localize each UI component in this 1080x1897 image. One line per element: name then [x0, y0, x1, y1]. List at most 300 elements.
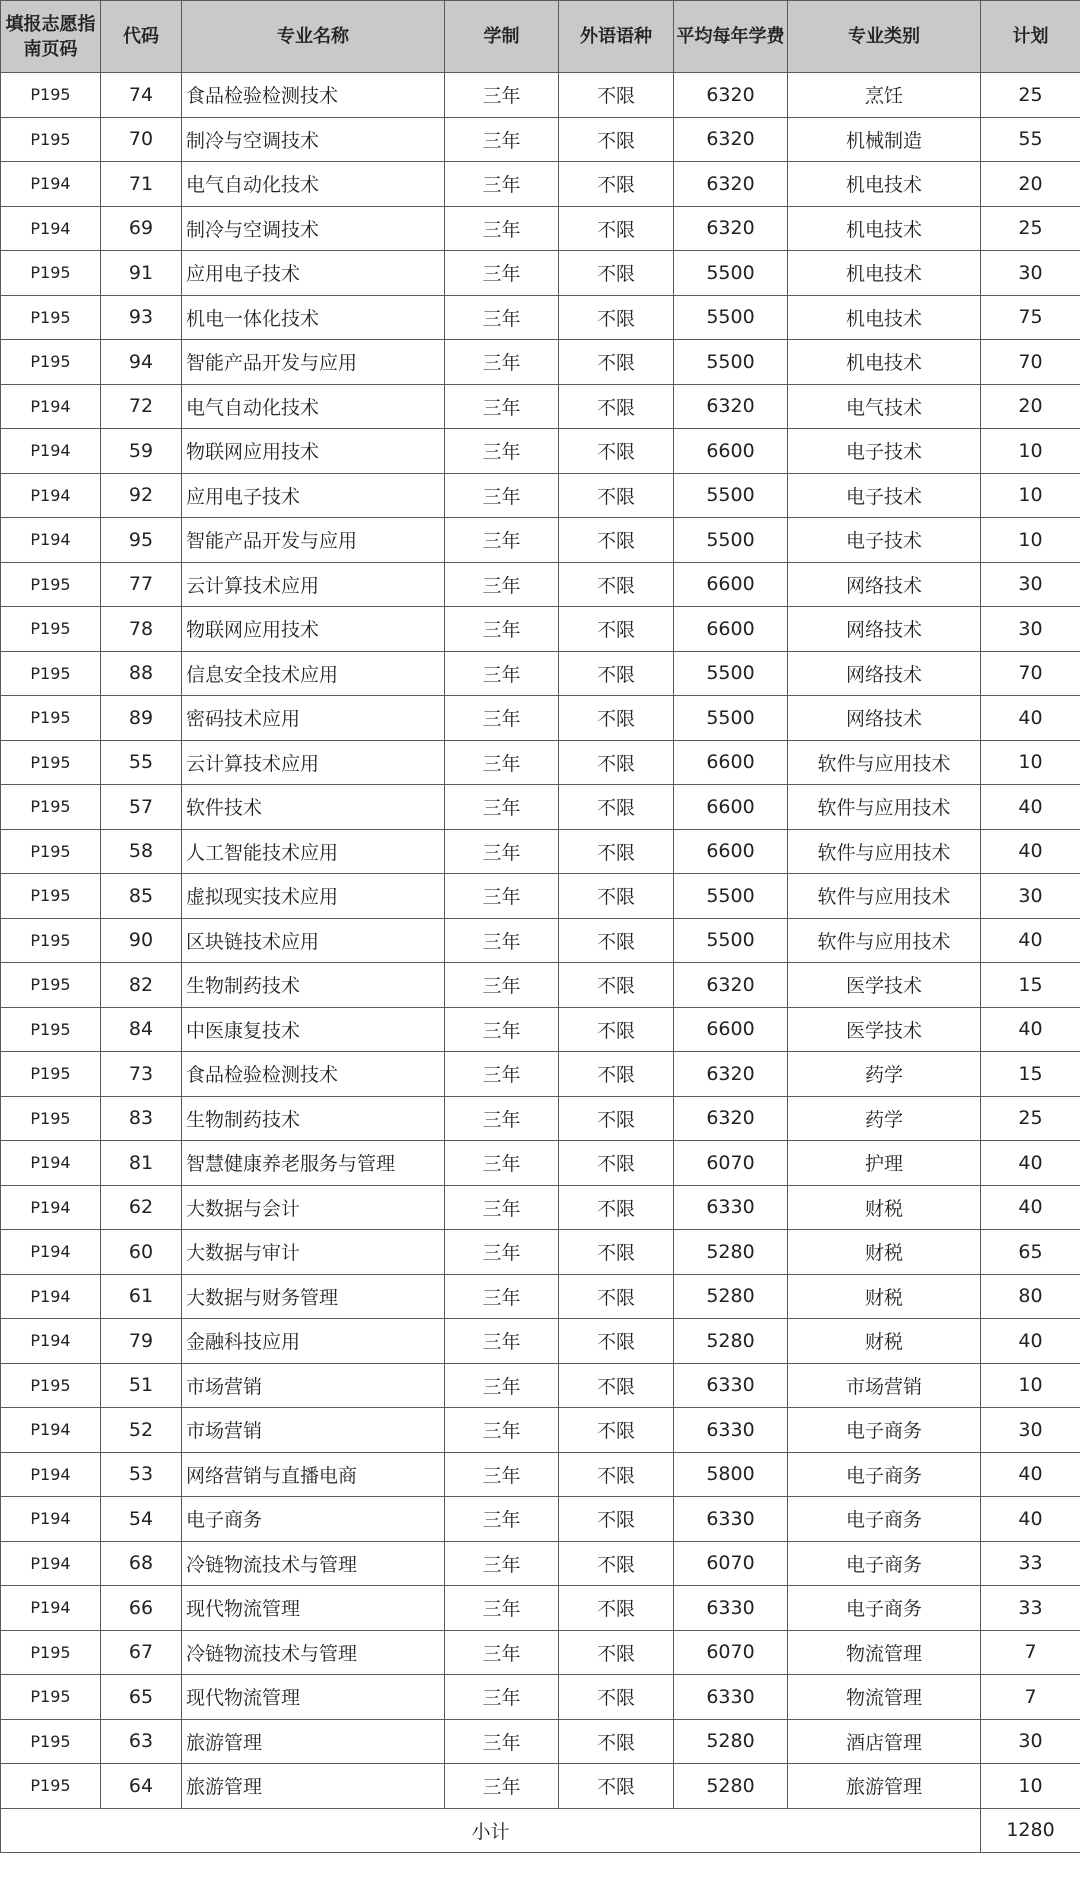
major-name-cell: 智能产品开发与应用	[182, 340, 445, 385]
code-cell: 65	[101, 1675, 182, 1720]
code-cell: 92	[101, 473, 182, 518]
code-cell: 53	[101, 1452, 182, 1497]
language-cell: 不限	[559, 1141, 674, 1186]
major-name-cell: 电子商务	[182, 1497, 445, 1542]
code-cell: 57	[101, 785, 182, 830]
plan-cell: 33	[981, 1541, 1080, 1586]
header-category: 专业类别	[788, 1, 981, 73]
tuition-cell: 6330	[674, 1408, 788, 1453]
duration-cell: 三年	[445, 1007, 559, 1052]
plan-cell: 10	[981, 1764, 1080, 1809]
table-row	[1, 429, 1080, 474]
tuition-cell: 6070	[674, 1541, 788, 1586]
code-cell: 94	[101, 340, 182, 385]
plan-cell: 10	[981, 1363, 1080, 1408]
category-cell: 药学	[788, 1052, 981, 1097]
major-name-cell: 电气自动化技术	[182, 384, 445, 429]
code-cell: 54	[101, 1497, 182, 1542]
plan-cell: 40	[981, 1141, 1080, 1186]
category-cell: 机电技术	[788, 251, 981, 296]
subtotal-value: 1280	[981, 1808, 1080, 1853]
plan-cell: 7	[981, 1630, 1080, 1675]
table-row	[1, 473, 1080, 518]
table-row	[1, 1007, 1080, 1052]
duration-cell: 三年	[445, 384, 559, 429]
page-cell: P195	[1, 562, 101, 607]
plan-cell: 30	[981, 1408, 1080, 1453]
category-cell: 药学	[788, 1096, 981, 1141]
category-cell: 医学技术	[788, 963, 981, 1008]
category-cell: 机械制造	[788, 117, 981, 162]
duration-cell: 三年	[445, 1408, 559, 1453]
code-cell: 69	[101, 206, 182, 251]
plan-cell: 30	[981, 562, 1080, 607]
page-cell: P195	[1, 696, 101, 741]
major-name-cell: 人工智能技术应用	[182, 829, 445, 874]
page-cell: P194	[1, 429, 101, 474]
tuition-cell: 6330	[674, 1586, 788, 1631]
table-row	[1, 1408, 1080, 1453]
tuition-cell: 5280	[674, 1230, 788, 1275]
duration-cell: 三年	[445, 562, 559, 607]
major-name-cell: 密码技术应用	[182, 696, 445, 741]
category-cell: 烹饪	[788, 73, 981, 118]
language-cell: 不限	[559, 829, 674, 874]
language-cell: 不限	[559, 117, 674, 162]
code-cell: 78	[101, 607, 182, 652]
code-cell: 73	[101, 1052, 182, 1097]
tuition-cell: 6600	[674, 607, 788, 652]
tuition-cell: 5500	[674, 696, 788, 741]
major-name-cell: 冷链物流技术与管理	[182, 1630, 445, 1675]
plan-cell: 30	[981, 607, 1080, 652]
plan-cell: 15	[981, 963, 1080, 1008]
duration-cell: 三年	[445, 73, 559, 118]
language-cell: 不限	[559, 874, 674, 919]
language-cell: 不限	[559, 1452, 674, 1497]
tuition-cell: 6600	[674, 562, 788, 607]
plan-cell: 10	[981, 518, 1080, 563]
page-cell: P195	[1, 1007, 101, 1052]
table-row	[1, 874, 1080, 919]
language-cell: 不限	[559, 1408, 674, 1453]
table-row	[1, 340, 1080, 385]
tuition-cell: 6320	[674, 162, 788, 207]
tuition-cell: 5500	[674, 874, 788, 919]
major-name-cell: 冷链物流技术与管理	[182, 1541, 445, 1586]
duration-cell: 三年	[445, 1452, 559, 1497]
plan-cell: 55	[981, 117, 1080, 162]
page-cell: P195	[1, 1052, 101, 1097]
page-cell: P195	[1, 740, 101, 785]
header-page: 填报志愿指南页码	[1, 1, 101, 73]
major-name-cell: 食品检验检测技术	[182, 73, 445, 118]
table-row	[1, 1096, 1080, 1141]
duration-cell: 三年	[445, 1185, 559, 1230]
duration-cell: 三年	[445, 162, 559, 207]
code-cell: 82	[101, 963, 182, 1008]
page-cell: P194	[1, 1230, 101, 1275]
plan-cell: 10	[981, 429, 1080, 474]
category-cell: 电子技术	[788, 518, 981, 563]
code-cell: 89	[101, 696, 182, 741]
table-row	[1, 1675, 1080, 1720]
major-name-cell: 制冷与空调技术	[182, 117, 445, 162]
table-row	[1, 1541, 1080, 1586]
duration-cell: 三年	[445, 740, 559, 785]
language-cell: 不限	[559, 1630, 674, 1675]
page-cell: P195	[1, 1096, 101, 1141]
tuition-cell: 6320	[674, 206, 788, 251]
table-row	[1, 740, 1080, 785]
major-name-cell: 应用电子技术	[182, 251, 445, 296]
code-cell: 55	[101, 740, 182, 785]
category-cell: 护理	[788, 1141, 981, 1186]
language-cell: 不限	[559, 1675, 674, 1720]
code-cell: 88	[101, 651, 182, 696]
language-cell: 不限	[559, 251, 674, 296]
major-name-cell: 中医康复技术	[182, 1007, 445, 1052]
plan-cell: 20	[981, 162, 1080, 207]
category-cell: 财税	[788, 1319, 981, 1364]
language-cell: 不限	[559, 1096, 674, 1141]
plan-cell: 40	[981, 1007, 1080, 1052]
page-cell: P195	[1, 1363, 101, 1408]
tuition-cell: 5500	[674, 651, 788, 696]
code-cell: 64	[101, 1764, 182, 1809]
table-row	[1, 1274, 1080, 1319]
major-name-cell: 云计算技术应用	[182, 740, 445, 785]
subtotal-label: 小计	[1, 1808, 981, 1853]
language-cell: 不限	[559, 740, 674, 785]
category-cell: 机电技术	[788, 340, 981, 385]
duration-cell: 三年	[445, 874, 559, 919]
plan-cell: 65	[981, 1230, 1080, 1275]
duration-cell: 三年	[445, 1052, 559, 1097]
page-cell: P195	[1, 829, 101, 874]
tuition-cell: 6320	[674, 963, 788, 1008]
code-cell: 60	[101, 1230, 182, 1275]
plan-cell: 30	[981, 1719, 1080, 1764]
page-cell: P195	[1, 874, 101, 919]
tuition-cell: 5500	[674, 295, 788, 340]
duration-cell: 三年	[445, 206, 559, 251]
language-cell: 不限	[559, 785, 674, 830]
tuition-cell: 6320	[674, 384, 788, 429]
duration-cell: 三年	[445, 1630, 559, 1675]
tuition-cell: 5500	[674, 340, 788, 385]
code-cell: 79	[101, 1319, 182, 1364]
table-row	[1, 1141, 1080, 1186]
code-cell: 51	[101, 1363, 182, 1408]
major-name-cell: 物联网应用技术	[182, 607, 445, 652]
duration-cell: 三年	[445, 1230, 559, 1275]
header-language: 外语语种	[559, 1, 674, 73]
category-cell: 机电技术	[788, 206, 981, 251]
page-cell: P194	[1, 518, 101, 563]
page-cell: P195	[1, 963, 101, 1008]
major-name-cell: 物联网应用技术	[182, 429, 445, 474]
language-cell: 不限	[559, 1319, 674, 1364]
tuition-cell: 6330	[674, 1363, 788, 1408]
page-cell: P195	[1, 785, 101, 830]
plan-cell: 10	[981, 473, 1080, 518]
page-cell: P195	[1, 918, 101, 963]
subtotal-row	[1, 1808, 1080, 1853]
duration-cell: 三年	[445, 117, 559, 162]
tuition-cell: 5800	[674, 1452, 788, 1497]
table-row	[1, 562, 1080, 607]
duration-cell: 三年	[445, 518, 559, 563]
table-row	[1, 1363, 1080, 1408]
category-cell: 财税	[788, 1274, 981, 1319]
category-cell: 电子商务	[788, 1497, 981, 1542]
language-cell: 不限	[559, 340, 674, 385]
category-cell: 电气技术	[788, 384, 981, 429]
code-cell: 91	[101, 251, 182, 296]
language-cell: 不限	[559, 384, 674, 429]
page-cell: P195	[1, 651, 101, 696]
major-name-cell: 智能产品开发与应用	[182, 518, 445, 563]
category-cell: 电子技术	[788, 429, 981, 474]
category-cell: 软件与应用技术	[788, 874, 981, 919]
tuition-cell: 5280	[674, 1764, 788, 1809]
code-cell: 70	[101, 117, 182, 162]
code-cell: 72	[101, 384, 182, 429]
category-cell: 财税	[788, 1230, 981, 1275]
tuition-cell: 6070	[674, 1141, 788, 1186]
category-cell: 电子商务	[788, 1541, 981, 1586]
duration-cell: 三年	[445, 1719, 559, 1764]
table-row	[1, 295, 1080, 340]
language-cell: 不限	[559, 562, 674, 607]
plan-cell: 75	[981, 295, 1080, 340]
table-row	[1, 918, 1080, 963]
language-cell: 不限	[559, 162, 674, 207]
table-row	[1, 696, 1080, 741]
table-row	[1, 1586, 1080, 1631]
plan-cell: 80	[981, 1274, 1080, 1319]
duration-cell: 三年	[445, 918, 559, 963]
tuition-cell: 5500	[674, 473, 788, 518]
table-row	[1, 785, 1080, 830]
language-cell: 不限	[559, 1274, 674, 1319]
code-cell: 59	[101, 429, 182, 474]
language-cell: 不限	[559, 918, 674, 963]
plan-cell: 25	[981, 206, 1080, 251]
duration-cell: 三年	[445, 607, 559, 652]
category-cell: 机电技术	[788, 162, 981, 207]
plan-cell: 15	[981, 1052, 1080, 1097]
category-cell: 电子商务	[788, 1452, 981, 1497]
major-name-cell: 生物制药技术	[182, 1096, 445, 1141]
code-cell: 71	[101, 162, 182, 207]
category-cell: 软件与应用技术	[788, 829, 981, 874]
category-cell: 网络技术	[788, 696, 981, 741]
category-cell: 市场营销	[788, 1363, 981, 1408]
duration-cell: 三年	[445, 1764, 559, 1809]
table-row	[1, 1452, 1080, 1497]
page-cell: P194	[1, 1452, 101, 1497]
major-name-cell: 应用电子技术	[182, 473, 445, 518]
duration-cell: 三年	[445, 473, 559, 518]
plan-cell: 25	[981, 1096, 1080, 1141]
category-cell: 软件与应用技术	[788, 785, 981, 830]
category-cell: 电子商务	[788, 1408, 981, 1453]
duration-cell: 三年	[445, 829, 559, 874]
major-name-cell: 市场营销	[182, 1363, 445, 1408]
language-cell: 不限	[559, 1586, 674, 1631]
plan-cell: 33	[981, 1586, 1080, 1631]
page-cell: P194	[1, 1319, 101, 1364]
duration-cell: 三年	[445, 340, 559, 385]
duration-cell: 三年	[445, 651, 559, 696]
major-name-cell: 金融科技应用	[182, 1319, 445, 1364]
page-cell: P195	[1, 1719, 101, 1764]
plan-cell: 25	[981, 73, 1080, 118]
header-row	[1, 1, 1080, 73]
code-cell: 85	[101, 874, 182, 919]
language-cell: 不限	[559, 1497, 674, 1542]
code-cell: 63	[101, 1719, 182, 1764]
table-row	[1, 1185, 1080, 1230]
code-cell: 84	[101, 1007, 182, 1052]
header-major-name: 专业名称	[182, 1, 445, 73]
duration-cell: 三年	[445, 1497, 559, 1542]
duration-cell: 三年	[445, 696, 559, 741]
major-name-cell: 云计算技术应用	[182, 562, 445, 607]
plan-cell: 40	[981, 1497, 1080, 1542]
major-name-cell: 网络营销与直播电商	[182, 1452, 445, 1497]
table-row	[1, 1719, 1080, 1764]
language-cell: 不限	[559, 1719, 674, 1764]
table-row	[1, 162, 1080, 207]
category-cell: 财税	[788, 1185, 981, 1230]
table-row	[1, 1052, 1080, 1097]
table-row	[1, 1230, 1080, 1275]
language-cell: 不限	[559, 429, 674, 474]
tuition-cell: 6600	[674, 829, 788, 874]
duration-cell: 三年	[445, 1363, 559, 1408]
category-cell: 电子商务	[788, 1586, 981, 1631]
major-name-cell: 软件技术	[182, 785, 445, 830]
table-row	[1, 963, 1080, 1008]
tuition-cell: 5280	[674, 1719, 788, 1764]
table-row	[1, 651, 1080, 696]
tuition-cell: 6330	[674, 1497, 788, 1542]
code-cell: 81	[101, 1141, 182, 1186]
major-name-cell: 虚拟现实技术应用	[182, 874, 445, 919]
page-cell: P194	[1, 1408, 101, 1453]
language-cell: 不限	[559, 518, 674, 563]
category-cell: 医学技术	[788, 1007, 981, 1052]
page-cell: P195	[1, 1630, 101, 1675]
major-name-cell: 现代物流管理	[182, 1586, 445, 1631]
major-name-cell: 大数据与审计	[182, 1230, 445, 1275]
plan-cell: 40	[981, 829, 1080, 874]
tuition-cell: 5280	[674, 1319, 788, 1364]
table-row	[1, 1764, 1080, 1809]
code-cell: 90	[101, 918, 182, 963]
duration-cell: 三年	[445, 785, 559, 830]
table-body	[1, 73, 1080, 1809]
plan-cell: 30	[981, 251, 1080, 296]
duration-cell: 三年	[445, 1096, 559, 1141]
category-cell: 软件与应用技术	[788, 740, 981, 785]
duration-cell: 三年	[445, 1541, 559, 1586]
language-cell: 不限	[559, 963, 674, 1008]
code-cell: 93	[101, 295, 182, 340]
page-cell: P195	[1, 607, 101, 652]
page-cell: P195	[1, 295, 101, 340]
tuition-cell: 6600	[674, 1007, 788, 1052]
language-cell: 不限	[559, 1007, 674, 1052]
category-cell: 酒店管理	[788, 1719, 981, 1764]
category-cell: 网络技术	[788, 562, 981, 607]
language-cell: 不限	[559, 1764, 674, 1809]
category-cell: 网络技术	[788, 607, 981, 652]
plan-cell: 40	[981, 785, 1080, 830]
major-name-cell: 机电一体化技术	[182, 295, 445, 340]
plan-cell: 40	[981, 1319, 1080, 1364]
plan-cell: 40	[981, 1452, 1080, 1497]
tuition-cell: 6600	[674, 740, 788, 785]
major-name-cell: 食品检验检测技术	[182, 1052, 445, 1097]
category-cell: 物流管理	[788, 1630, 981, 1675]
code-cell: 67	[101, 1630, 182, 1675]
code-cell: 68	[101, 1541, 182, 1586]
duration-cell: 三年	[445, 1319, 559, 1364]
code-cell: 58	[101, 829, 182, 874]
major-name-cell: 旅游管理	[182, 1764, 445, 1809]
tuition-cell: 5500	[674, 518, 788, 563]
table-row	[1, 206, 1080, 251]
code-cell: 83	[101, 1096, 182, 1141]
language-cell: 不限	[559, 1363, 674, 1408]
major-name-cell: 市场营销	[182, 1408, 445, 1453]
page-cell: P194	[1, 384, 101, 429]
tuition-cell: 6330	[674, 1185, 788, 1230]
page-cell: P195	[1, 73, 101, 118]
page-cell: P194	[1, 1185, 101, 1230]
language-cell: 不限	[559, 473, 674, 518]
page-cell: P194	[1, 1541, 101, 1586]
category-cell: 物流管理	[788, 1675, 981, 1720]
table-row	[1, 518, 1080, 563]
table-row	[1, 117, 1080, 162]
plan-cell: 20	[981, 384, 1080, 429]
plan-cell: 70	[981, 340, 1080, 385]
plan-cell: 10	[981, 740, 1080, 785]
language-cell: 不限	[559, 1541, 674, 1586]
category-cell: 机电技术	[788, 295, 981, 340]
tuition-cell: 6320	[674, 1096, 788, 1141]
category-cell: 旅游管理	[788, 1764, 981, 1809]
duration-cell: 三年	[445, 963, 559, 1008]
page-cell: P195	[1, 251, 101, 296]
plan-cell: 40	[981, 918, 1080, 963]
header-code: 代码	[101, 1, 182, 73]
code-cell: 77	[101, 562, 182, 607]
language-cell: 不限	[559, 1230, 674, 1275]
tuition-cell: 6070	[674, 1630, 788, 1675]
duration-cell: 三年	[445, 1274, 559, 1319]
code-cell: 95	[101, 518, 182, 563]
major-name-cell: 大数据与会计	[182, 1185, 445, 1230]
page-cell: P194	[1, 1274, 101, 1319]
plan-cell: 30	[981, 874, 1080, 919]
page-cell: P195	[1, 1764, 101, 1809]
